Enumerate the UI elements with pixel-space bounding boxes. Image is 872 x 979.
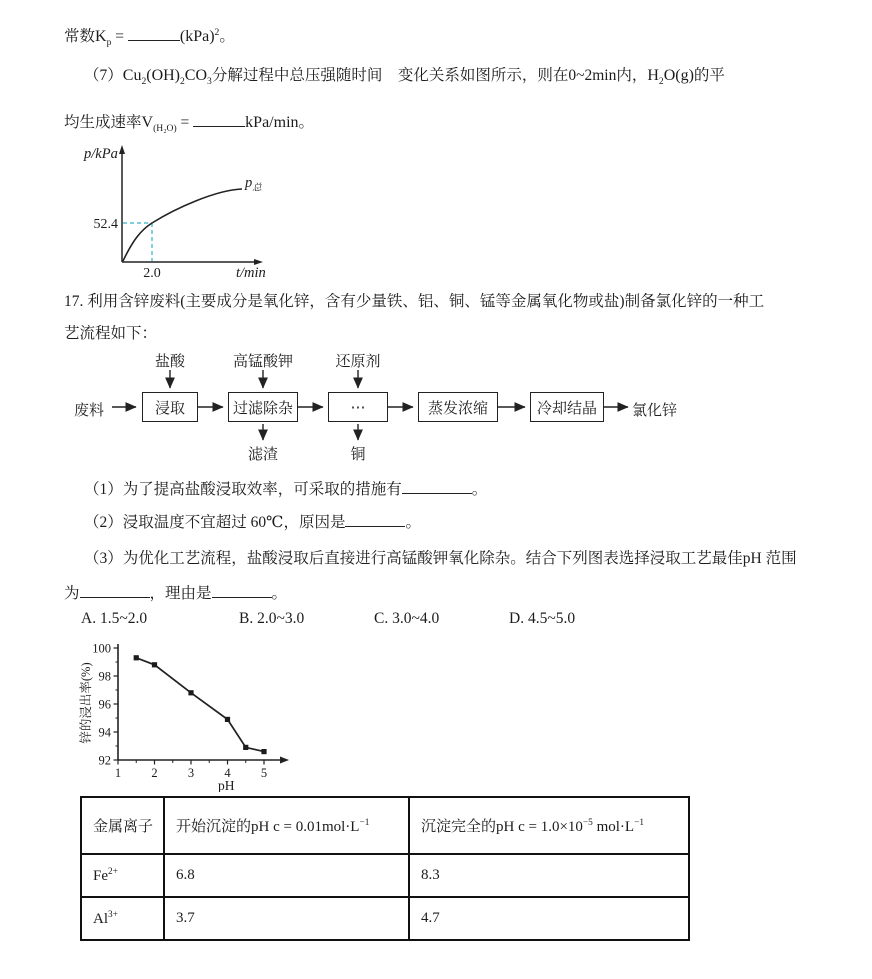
start-ph-cell: 6.8 bbox=[164, 854, 409, 897]
formula-sub: 2 bbox=[141, 76, 147, 88]
x-tick-label: 1 bbox=[114, 766, 122, 780]
question-text: ，理由是 bbox=[149, 585, 212, 602]
option-a: A. 1.5~2.0 bbox=[81, 610, 148, 627]
y-axis-arrow-icon bbox=[119, 145, 125, 154]
formula-sub: 2 bbox=[658, 76, 664, 88]
data-point-marker bbox=[152, 662, 157, 667]
data-point-marker bbox=[188, 690, 193, 695]
options-row bbox=[81, 610, 701, 632]
complete-ph-cell: 4.7 bbox=[409, 897, 689, 940]
y-tick-label: 100 bbox=[92, 641, 111, 656]
formula-sub: 2 bbox=[180, 76, 185, 88]
y-tick-label: 92 bbox=[98, 753, 111, 768]
answer-blank bbox=[193, 112, 245, 127]
pressure-curve bbox=[123, 189, 242, 261]
x-axis-label: t/min bbox=[236, 265, 266, 281]
answer-blank bbox=[80, 583, 150, 598]
formula-gas: O(g) bbox=[663, 67, 694, 84]
data-point-marker bbox=[243, 745, 248, 750]
marked-time-value: 2.0 bbox=[143, 266, 161, 281]
flow-byproduct-residue: 滤渣 bbox=[247, 447, 278, 463]
header-complete-ph: 沉淀完全的pH $c = 1.0\times 10^{-5}$ $mol\cdot L^{-1}$ bbox=[409, 797, 689, 854]
y-tick-label: 94 bbox=[98, 725, 111, 740]
formula-oh: (OH) bbox=[146, 67, 180, 84]
period-text: 。 bbox=[298, 114, 315, 131]
question-2-line bbox=[84, 510, 421, 532]
y-tick-label: 96 bbox=[98, 697, 111, 712]
x-tick-label: 4 bbox=[224, 766, 231, 780]
kp-symbol: K bbox=[95, 28, 107, 45]
flow-input-waste: 废料 bbox=[74, 403, 105, 419]
table-row-al bbox=[81, 897, 689, 940]
header-metal-ion: 金属离子 bbox=[81, 797, 164, 854]
period-text: 。 bbox=[471, 481, 488, 498]
question-17-line1: 17. 利用含锌废料(主要成分是氧化锌，含有少量铁、铝、铜、锰等金属氧化物或盐)制备氯化锌的一种工 bbox=[64, 293, 765, 310]
table-header-row bbox=[81, 797, 689, 854]
rate-text: 均生成速率 bbox=[64, 114, 142, 131]
flow-step-unknown: ⋯ bbox=[328, 392, 388, 422]
rate-subscript: (H₂O) bbox=[153, 123, 177, 135]
formula-h2o: H bbox=[647, 67, 659, 84]
y-tick-label: 98 bbox=[98, 669, 111, 684]
marked-pressure-value: 52.4 bbox=[93, 217, 118, 232]
flow-output-zncl2: 氯化锌 bbox=[632, 403, 678, 419]
ion-cell: $Al^{3+}$ bbox=[81, 897, 164, 940]
question-7-line2 bbox=[64, 110, 314, 134]
kp-constant-line bbox=[64, 24, 235, 48]
answer-blank bbox=[128, 26, 180, 41]
question-text: 分解过程中总压强随时间 变化关系如图所示，则在0~2min内， bbox=[211, 67, 648, 84]
question-number: （7） bbox=[84, 67, 123, 84]
flow-reagent-hcl: 盐酸 bbox=[154, 354, 185, 370]
option-b: B. 2.0~3.0 bbox=[239, 610, 305, 627]
question-text: 的平 bbox=[693, 67, 725, 84]
data-point-marker bbox=[225, 717, 230, 722]
kpa-exponent: 2 bbox=[214, 26, 220, 38]
question-17-line2: 艺流程如下： bbox=[64, 325, 158, 342]
pressure-time-chart bbox=[78, 140, 278, 282]
flow-reagent-reductant: 还原剂 bbox=[335, 354, 381, 370]
formula-co: CO bbox=[184, 67, 208, 84]
formula-sub: 3 bbox=[207, 76, 212, 88]
period-text: 。 bbox=[405, 514, 421, 531]
question-1-line bbox=[84, 477, 487, 499]
flow-reagent-kmno4: 高锰酸钾 bbox=[232, 354, 293, 370]
flow-step-evaporation: 蒸发浓缩 bbox=[418, 392, 498, 422]
x-axis-label: pH bbox=[218, 778, 235, 792]
x-tick-label: 2 bbox=[151, 766, 158, 780]
data-point-marker bbox=[261, 749, 266, 754]
header-start-ph: 开始沉淀的pH $c = 0.01mol\cdot L^{-1}$ bbox=[164, 797, 409, 854]
equals-text: = bbox=[111, 28, 128, 45]
option-c: C. 3.0~4.0 bbox=[374, 610, 440, 627]
start-ph-cell: 3.7 bbox=[164, 897, 409, 940]
question-text: （2）浸取温度不宜超过 60℃，原因是 bbox=[84, 514, 346, 531]
ion-cell: $Fe^{2+}$ bbox=[81, 854, 164, 897]
kp-subscript: p bbox=[106, 37, 112, 49]
equals-text: = bbox=[176, 114, 194, 131]
rate-symbol: V bbox=[141, 114, 154, 131]
question-text: 为 bbox=[64, 585, 80, 602]
unit-text: kPa/min bbox=[245, 114, 299, 131]
x-tick-label: 3 bbox=[187, 766, 195, 780]
table-row-fe bbox=[81, 854, 689, 897]
precipitation-ph-table bbox=[80, 796, 690, 941]
complete-ph-cell: 8.3 bbox=[409, 854, 689, 897]
y-axis-label: p/kPa bbox=[84, 146, 118, 162]
y-axis-label: 锌的浸出率(%) bbox=[79, 662, 93, 744]
kpa-unit: (kPa) bbox=[179, 28, 215, 45]
process-flow-diagram bbox=[60, 350, 700, 462]
question-7-line1 bbox=[84, 63, 725, 87]
answer-blank bbox=[345, 512, 405, 527]
formula-cu: Cu bbox=[122, 67, 142, 84]
data-point-marker bbox=[134, 655, 139, 660]
kp-text: 常数 bbox=[64, 28, 96, 45]
question-3-line1: （3）为优化工艺流程，盐酸浸取后直接进行高锰酸钾氧化除杂。结合下列图表选择浸取工艺最佳pH 范围 bbox=[84, 550, 797, 567]
curve-label: $p_总$ bbox=[245, 175, 262, 194]
period-text: 。 bbox=[271, 585, 288, 602]
option-d: D. 4.5~5.0 bbox=[509, 610, 576, 627]
flow-byproduct-copper: 铜 bbox=[350, 447, 366, 463]
answer-blank bbox=[402, 479, 472, 494]
zinc-leaching-chart bbox=[78, 640, 293, 792]
question-3-line2 bbox=[64, 581, 287, 603]
x-tick-label: 5 bbox=[260, 766, 268, 780]
answer-blank bbox=[212, 583, 272, 598]
flow-step-crystallization: 冷却结晶 bbox=[530, 392, 604, 422]
x-axis-arrow-icon bbox=[280, 757, 289, 764]
question-text: （1）为了提高盐酸浸取效率，可采取的措施有 bbox=[84, 481, 402, 498]
flow-step-leaching: 浸取 bbox=[142, 392, 198, 422]
period-text: 。 bbox=[219, 28, 235, 45]
leaching-rate-line bbox=[136, 658, 264, 752]
flow-step-filtering: 过滤除杂 bbox=[228, 392, 298, 422]
